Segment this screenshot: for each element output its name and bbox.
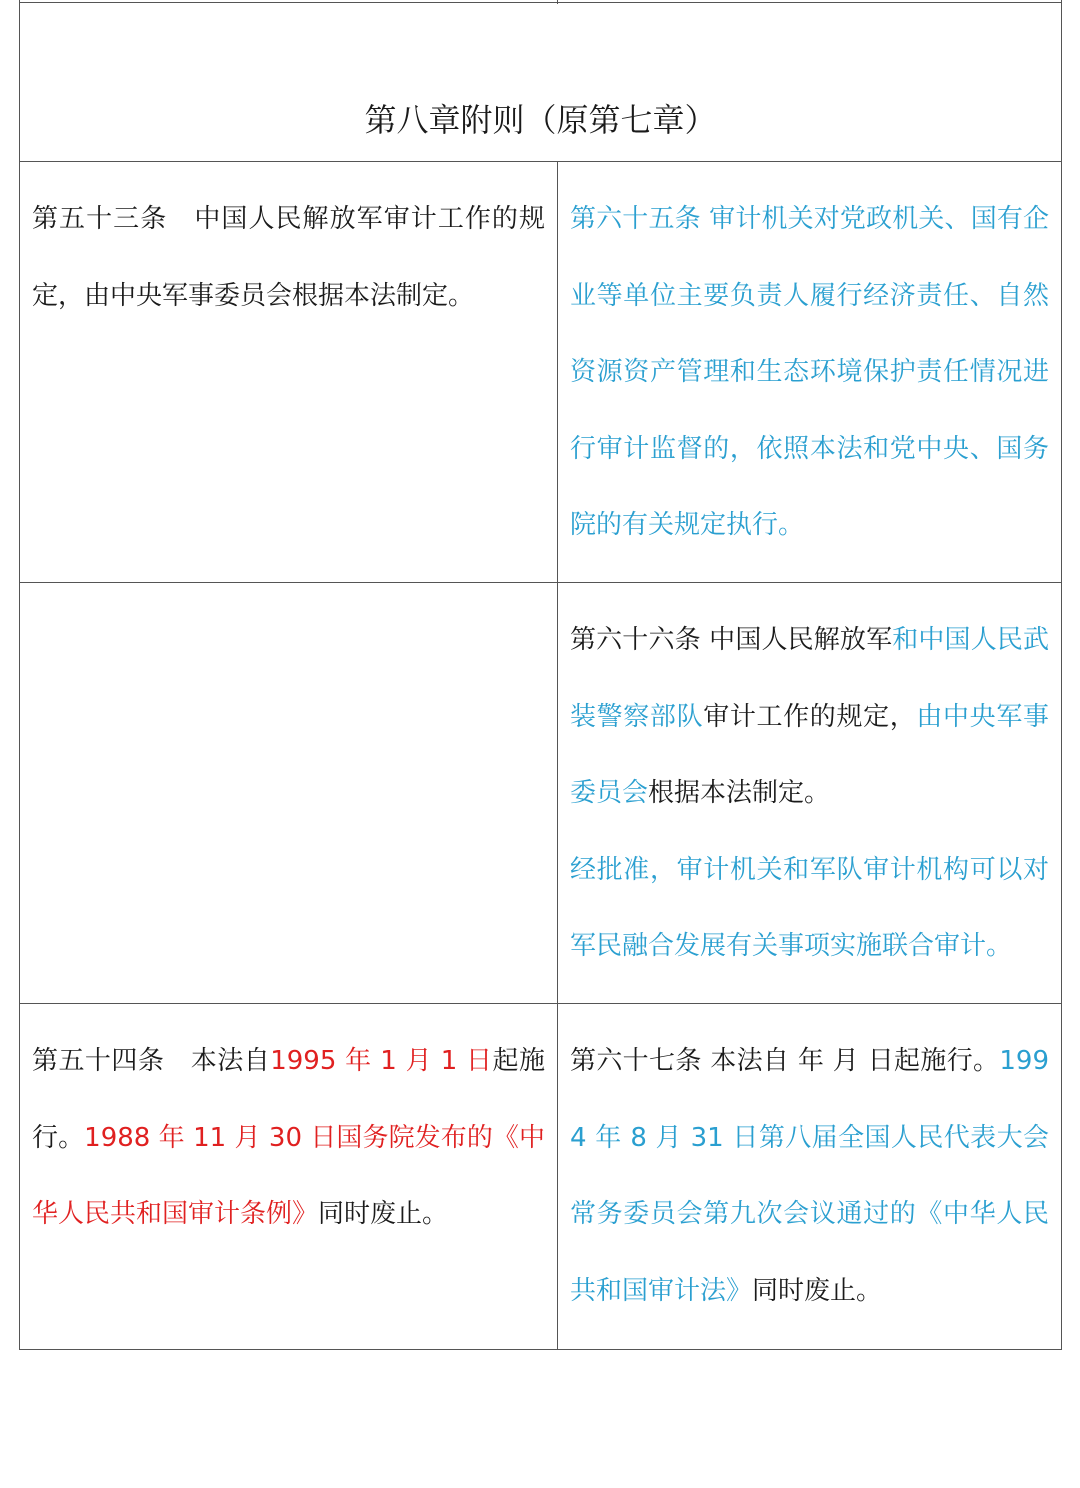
chapter-header-row (20, 2, 1061, 162)
new-law-cell (558, 1004, 1061, 1349)
old-law-cell (20, 1004, 558, 1349)
article-67-added-law-reference: 1994 年 8 月 31 日第八届全国人民代表大会常务委员会第九次会议通过的《中华人民共和国审计法》 (570, 1046, 1049, 1306)
article-54-removed-date: 1995 年 1 月 1 日 (270, 1046, 493, 1076)
old-law-cell (20, 162, 558, 582)
article-54-heading: 第五十四条 本法自 (32, 1046, 271, 1076)
article-54-effective: 起施行。 (32, 1046, 545, 1153)
table-row (20, 1004, 1061, 1349)
article-54-removed-regulation: 1988 年 11 月 30 日国务院发布的《中华人民共和国审计条例》 (32, 1122, 545, 1229)
article-53-text: 第五十三条 中国人民解放军审计工作的规定，由中央军事委员会根据本法制定。 (32, 204, 545, 311)
new-law-cell (558, 583, 1061, 1003)
article-54-text (32, 1023, 545, 1253)
new-law-cell (558, 162, 1061, 582)
table-row (20, 162, 1061, 583)
article-67-repeal: 同时废止。 (752, 1275, 883, 1306)
comparison-table (19, 0, 1062, 1350)
article-65-text: 第六十五条 审计机关对党政机关、国有企业等单位主要负责人履行经济责任、自然资源资产管理和生态环境保护责任情况进行审计监督的，依照本法和党中央、国务院的有关规定执行。 (570, 204, 1049, 540)
article-66-added-armed-police: 和中国人民武装警察部队 (570, 625, 1049, 732)
article-54-repeal: 同时废止。 (318, 1199, 449, 1229)
article-67-text (570, 1023, 1049, 1329)
old-law-cell-empty (20, 583, 558, 1003)
article-66-formulate: 根据本法制定。 (648, 778, 831, 808)
article-67-heading: 第六十七条 本法自 年 月 日起施行。 (570, 1046, 1000, 1076)
table-row (20, 583, 1061, 1004)
chapter-title: 第八章附则（原第七章） (364, 101, 717, 139)
article-66-added-cmc: 由中央军事委员会 (570, 701, 1049, 808)
article-66-paragraph-2: 经批准，审计机关和军队审计机构可以对军民融合发展有关事项实施联合审计。 (570, 854, 1049, 961)
article-66-heading: 第六十六条 中国人民解放军 (570, 625, 893, 655)
article-66-paragraph-1 (570, 602, 1049, 832)
article-66-audit-rules: 审计工作的规定， (703, 701, 917, 732)
